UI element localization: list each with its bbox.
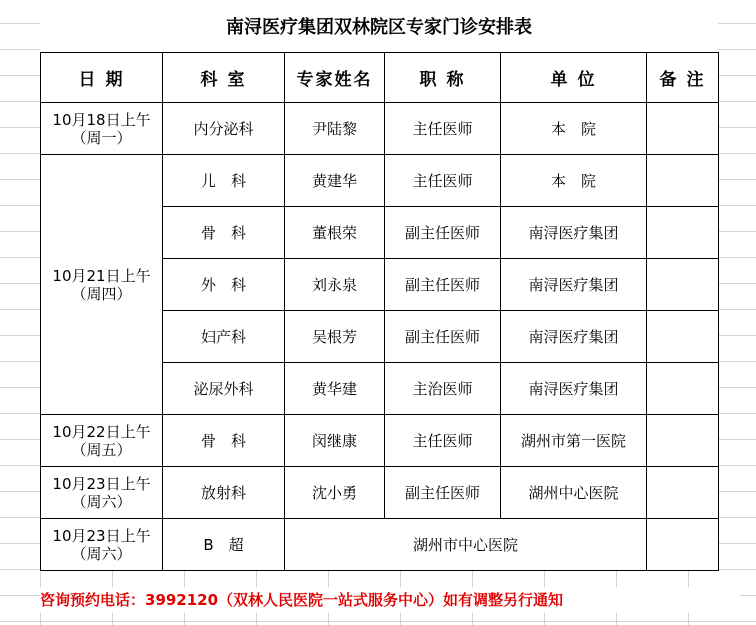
note-cell: [647, 155, 719, 207]
rank-cell: 主治医师: [385, 363, 501, 415]
name-cell: 尹陆黎: [285, 103, 385, 155]
unit-cell: 南浔医疗集团: [501, 207, 647, 259]
name-cell: 董根荣: [285, 207, 385, 259]
dept-cell: 放射科: [163, 467, 285, 519]
footer-notice: 咨询预约电话：3992120（双林人民医院一站式服务中心）如有调整另行通知: [40, 587, 740, 613]
date-cell: 10月21日上午 （周四）: [41, 155, 163, 415]
date-cell: 10月22日上午 （周五）: [41, 415, 163, 467]
dept-cell: 妇产科: [163, 311, 285, 363]
note-cell: [647, 415, 719, 467]
unit-cell: 南浔医疗集团: [501, 311, 647, 363]
rank-cell: 副主任医师: [385, 259, 501, 311]
date-cell: 10月23日上午 （周六）: [41, 467, 163, 519]
table-row: [41, 467, 719, 519]
dept-cell: 骨 科: [163, 415, 285, 467]
note-cell: [647, 363, 719, 415]
header-unit: 单 位: [501, 53, 647, 103]
name-cell: 刘永泉: [285, 259, 385, 311]
rank-cell: 主任医师: [385, 103, 501, 155]
rank-cell: 主任医师: [385, 155, 501, 207]
schedule-table: [40, 52, 719, 571]
date-cell: 10月18日上午 （周一）: [41, 103, 163, 155]
unit-cell: 本 院: [501, 155, 647, 207]
dept-cell: B 超: [163, 519, 285, 571]
name-cell: 黄建华: [285, 155, 385, 207]
note-cell: [647, 519, 719, 571]
name-cell: 黄华建: [285, 363, 385, 415]
table-row: [41, 519, 719, 571]
rank-cell: 主任医师: [385, 415, 501, 467]
note-cell: [647, 207, 719, 259]
rank-cell: 副主任医师: [385, 207, 501, 259]
rank-cell: 副主任医师: [385, 311, 501, 363]
date-cell: 10月23日上午 （周六）: [41, 519, 163, 571]
unit-cell: 湖州市第一医院: [501, 415, 647, 467]
header-note: 备 注: [647, 53, 719, 103]
note-cell: [647, 467, 719, 519]
unit-cell: 本 院: [501, 103, 647, 155]
table-row: [41, 155, 719, 207]
unit-cell: 湖州中心医院: [501, 467, 647, 519]
unit-cell: 南浔医疗集团: [501, 363, 647, 415]
table-row: [41, 103, 719, 155]
name-cell: 闵继康: [285, 415, 385, 467]
dept-cell: 内分泌科: [163, 103, 285, 155]
page-title: 南浔医疗集团双林院区专家门诊安排表: [40, 0, 718, 52]
note-cell: [647, 311, 719, 363]
note-cell: [647, 103, 719, 155]
name-cell: 沈小勇: [285, 467, 385, 519]
rank-cell: 副主任医师: [385, 467, 501, 519]
unit-cell: 南浔医疗集团: [501, 259, 647, 311]
header-row: [41, 53, 719, 103]
dept-cell: 儿 科: [163, 155, 285, 207]
dept-cell: 外 科: [163, 259, 285, 311]
dept-cell: 骨 科: [163, 207, 285, 259]
header-date: 日 期: [41, 53, 163, 103]
header-name: 专家姓名: [285, 53, 385, 103]
header-dept: 科 室: [163, 53, 285, 103]
dept-cell: 泌尿外科: [163, 363, 285, 415]
name-cell: 吴根芳: [285, 311, 385, 363]
note-cell: [647, 259, 719, 311]
table-row: [41, 415, 719, 467]
header-rank: 职 称: [385, 53, 501, 103]
unit-cell: 湖州市中心医院: [285, 519, 647, 571]
